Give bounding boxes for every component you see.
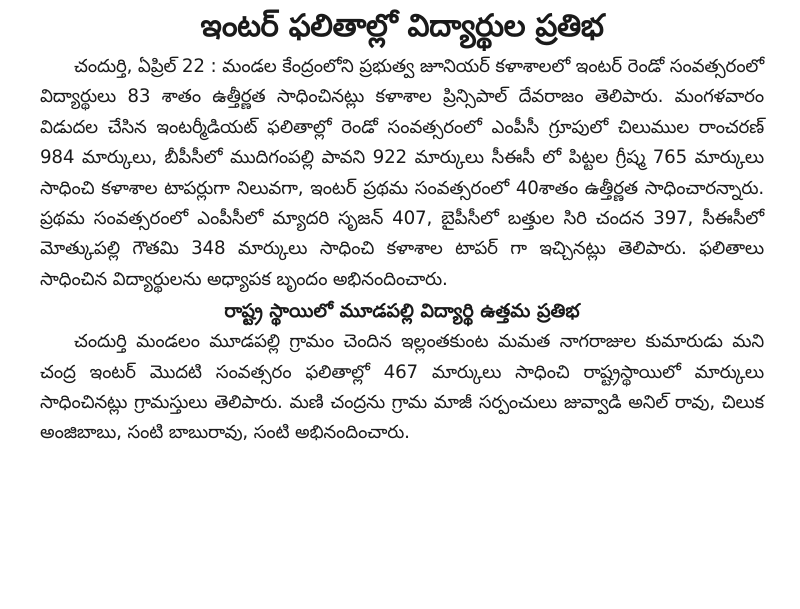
article-paragraph-2: చందుర్తి మండలం మూడపల్లి గ్రామం చెందిన ఇల్లంతకుంట మమత నాగరాజుల కుమారుడు మని చంద్ర ఇంటర్ మొదటి సంవత్సరం ఫలితాల్లో 467 మార్కులు సాధించి రాష్ట్రస్థాయిలో మార్కులు సాధించినట్లు గ్రామస్తులు తెలిపారు. మణి చంద్రను గ్రామ మాజీ సర్పంచులు జువ్వాడి అనిల్ రావు, చిలుక అంజిబాబు, సంటి బాబురావు, సంటి అభినందించారు. (40, 331, 764, 444)
article-headline: ఇంటర్ ఫలితాల్లో విద్యార్థుల ప్రతిభ (200, 8, 604, 44)
article-subheading: రాష్ట్ర స్థాయిలో మూడపల్లి విద్యార్థి ఉత్తమ ప్రతిభ (224, 300, 580, 323)
article-paragraph-1: చందుర్తి, ఏప్రిల్ 22 : మండల కేంద్రంలోని ప్రభుత్వ జూనియర్ కళాశాలలో ఇంటర్ రెండో సంవత్సరంలో విద్యార్థులు 83 శాతం ఉత్తీర్ణత సాధించినట్లు కళాశాల ప్రిన్సిపాల్ దేవరాజం తెలిపారు. మంగళవారం విడుదల చేసిన ఇంటర్మీడియట్ ఫలితాల్లో రెండో సంవత్సరంలో ఎంపీసీ గ్రూపులో చిలుముల రాంచరణ్ 984 మార్కులు, బీపీసీలో ముదిగంపల్లి పావని 922 మార్కులు సీఈసీ లో పిట్టల గ్రీష్మ 765 మార్కులు సాధించి కళాశాల టాపర్లుగా నిలువగా, ఇంటర్ ప్రథమ సంవత్సరంలో 40శాతం ఉత్తీర్ణత సాధించారన్నారు. ప్రథమ సంవత్సరంలో ఎంపీసీలో మ్యాదరి సృజన్ 407, బైపీసీలో బత్తుల సిరి చందన 397, సీఈసీలో మోత్కుపల్లి గౌతమి 348 మార్కులు సాధించి కళాశాల టాపర్ గా ఇచ్చినట్లు తెలిపారు. ఫలితాలు సాధించిన విద్యార్థులను అధ్యాపక బృందం అభినందించారు. (40, 56, 764, 290)
